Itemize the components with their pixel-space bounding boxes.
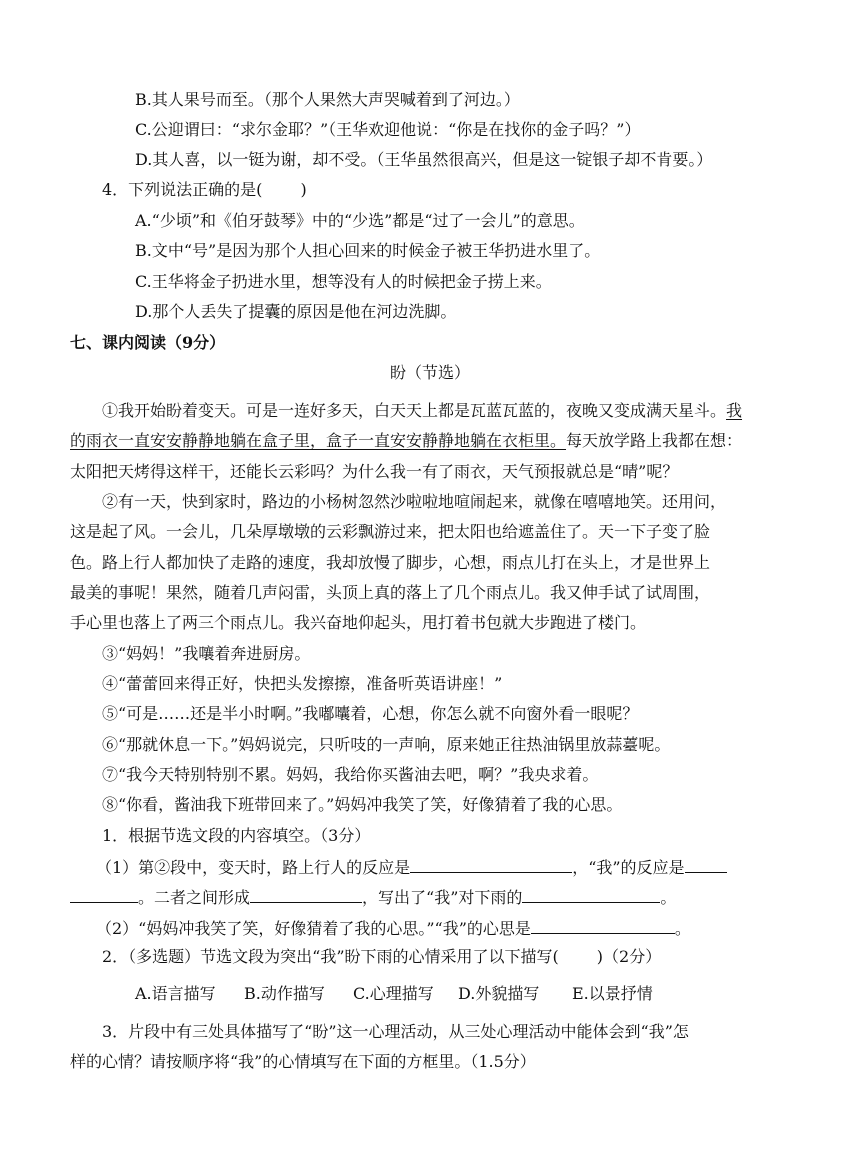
p1-text: ①我开始盼着变天。可是一连好多天，白天天上都是瓦蓝瓦蓝的，夜晚又变成满天星斗。 (102, 401, 727, 420)
q1-blank-feeling[interactable] (522, 886, 660, 903)
q1-sub1-text-c: 。二者之间形成 (138, 888, 251, 907)
q4-option-a: A.“少顷”和《伯牙鼓琴》中的“少选”都是“过了一会儿”的意思。 (135, 211, 585, 230)
q2-option-d: D.外貌描写 (458, 984, 540, 1003)
q2-options (135, 984, 653, 1004)
paragraph-6: ⑥“那就休息一下。”妈妈说完，只听吱的一声响，原来她正往热油锅里放蒜薹呢。 (102, 735, 671, 754)
q1-blank-my-thought[interactable] (531, 917, 675, 934)
paragraph-1-line-3: 太阳把天烤得这样干，还能长云彩吗？为什么我一有了雨衣，天气预报就总是“晴”呢？ (70, 462, 679, 481)
q2-option-e: E.以景抒情 (572, 984, 653, 1003)
q2-option-a: A.语言描写 (135, 984, 216, 1003)
q1-sub1-text-b: ，“我”的反应是 (572, 858, 685, 877)
q1-sub1-text-d: ，写出了“我”对下雨的 (362, 888, 523, 907)
q4-option-c: C.王华将金子扔进水里，想等没有人的时候把金子捞上来。 (135, 272, 552, 291)
paragraph-2-line-4: 最美的事呢！果然，随着几声闷雷，头顶上真的落上了几个雨点儿。我又伸手试了试周围， (70, 583, 711, 602)
q2-option-c: C.心理描写 (353, 984, 434, 1003)
passage-title: 盼（节选） (389, 363, 470, 382)
q3-option-d: D.其人喜，以一铤为谢，却不受。（王华虽然很高兴，但是这一锭银子却不肯要。） (135, 150, 713, 169)
q4-option-b: B.文中“号”是因为那个人担心回来的时候金子被王华扔进水里了。 (135, 241, 601, 260)
p1-text-cont: 每天放学路上我都在想： (566, 431, 743, 450)
q2-stem-close: )（2分） (596, 947, 662, 966)
q2-stem-text: 2．（多选题）节选文段为突出“我”盼下雨的心情采用了以下描写( (102, 947, 559, 966)
q1-sub1-text-e: 。 (660, 888, 677, 907)
q4-stem-close: ) (300, 180, 307, 199)
q3-line-1: 3．片段中有三处具体描写了“盼”这一心理活动，从三处心理活动中能体会到“我”怎 (102, 1022, 689, 1041)
paragraph-8: ⑧“你看，酱油我下班带回来了。”妈妈冲我笑了笑，好像猜着了我的心思。 (102, 795, 623, 814)
q1-sub1-text-a: （1）第②段中，变天时，路上行人的反应是 (96, 858, 411, 877)
q4-stem-text: 4．下列说法正确的是( (102, 180, 263, 199)
p1-underlined-sentence: 的雨衣一直安安静静地躺在盒子里，盒子一直安安静静地躺在衣柜里。 (70, 431, 567, 450)
q2-option-b: B.动作描写 (244, 984, 325, 1003)
paragraph-2-line-1: ②有一天，快到家时，路边的小杨树忽然沙啦啦地喧闹起来，就像在嘻嘻地笑。还用问， (102, 492, 727, 511)
q1-blank-contrast[interactable] (250, 886, 362, 903)
section-heading: 七、课内阅读（9分） (70, 333, 226, 352)
q1-blank-my-reaction-end[interactable] (70, 886, 138, 903)
paragraph-7: ⑦“我今天特别特别不累。妈妈，我给你买酱油去吧，啊？”我央求着。 (102, 765, 599, 784)
q1-sub2-text-a: （2）“妈妈冲我笑了笑，好像猜着了我的心思。”“我”的心思是 (96, 919, 531, 938)
p1-underlined-start: 我 (726, 401, 743, 420)
q1-stem: 1．根据节选文段的内容填空。（3分） (102, 826, 371, 845)
paragraph-2-line-2: 这是起了风。一会儿，几朵厚墩墩的云彩飘游过来，把太阳也给遮盖住了。天一下子变了脸 (70, 522, 711, 541)
q1-sub2-text-b: 。 (674, 919, 691, 938)
q2-stem (102, 947, 661, 967)
q4-option-d: D.那个人丢失了提囊的原因是他在河边洗脚。 (135, 302, 457, 321)
paragraph-2-line-3: 色。路上行人都加快了走路的速度，我却放慢了脚步，心想，雨点儿打在头上，才是世界上 (70, 553, 711, 572)
paragraph-3: ③“妈妈！”我嚷着奔进厨房。 (102, 644, 311, 663)
q1-sub2 (96, 917, 691, 939)
paragraph-1-line-1 (102, 401, 742, 421)
paragraph-5: ⑤“可是……还是半小时啊。”我嘟囔着，心想，你怎么就不向窗外看一眼呢？ (102, 704, 639, 723)
q1-blank-pedestrian-reaction[interactable] (410, 856, 572, 873)
q1-sub1-line-1 (96, 856, 727, 878)
q3-option-c: C.公迎谓曰：“求尔金耶？”（王华欢迎他说：“你是在找你的金子吗？”） (135, 120, 641, 139)
paragraph-1-line-2 (70, 431, 742, 451)
q4-stem (102, 180, 307, 200)
q3-line-2: 样的心情？请按顺序将“我”的心情填写在下面的方框里。（1.5分） (70, 1052, 536, 1071)
q1-sub1-line-2 (70, 886, 676, 908)
q1-blank-my-reaction-start[interactable] (685, 856, 727, 873)
q3-option-b: B.其人果号而至。（那个人果然大声哭喊着到了河边。） (135, 90, 520, 109)
paragraph-2-line-5: 手心里也落上了两三个雨点儿。我兴奋地仰起头，甩打着书包就大步跑进了楼门。 (70, 613, 647, 632)
paragraph-4: ④“蕾蕾回来得正好，快把头发擦擦，准备听英语讲座！” (102, 674, 503, 693)
